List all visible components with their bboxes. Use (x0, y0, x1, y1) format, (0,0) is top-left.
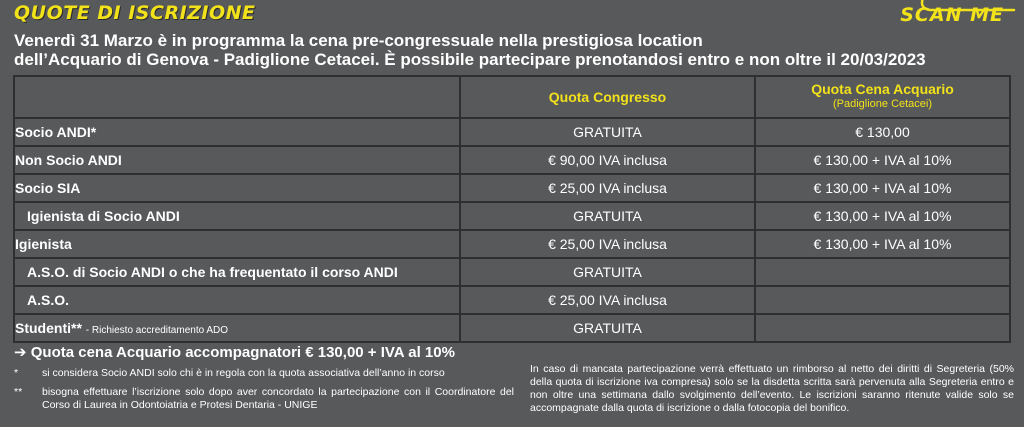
row-label: Studenti** (15, 320, 82, 336)
footnote-text: bisogna effettuare l’iscrizione solo dopo aver concordato la partecipazione con il Coordinatore del Corso di Laurea in Odontoiatria e Protesi Dentaria - UNIGE (42, 386, 514, 411)
column-header-label: Quota Congresso (548, 88, 667, 105)
accompagnatori-line: ➔ Quota cena Acquario accompagnatori € 130,00 + IVA al 10% (14, 344, 455, 361)
quota-cena-cell: € 130,00 + IVA al 10% (755, 202, 1010, 230)
table-row (14, 286, 1010, 314)
section-title: QUOTE DI ISCRIZIONE (14, 2, 256, 24)
column-header-category (14, 76, 460, 118)
scan-me-label: SCAN ME (900, 4, 1004, 26)
quota-congresso-cell: € 90,00 IVA inclusa (460, 146, 755, 174)
table-row (14, 118, 1010, 146)
fees-table (13, 75, 1011, 343)
table-header-row (14, 76, 1010, 118)
column-header-sublabel: (Padiglione Cetacei) (832, 98, 933, 110)
column-header-quota-cena (755, 76, 1010, 118)
quota-cena-cell: € 130,00 (755, 118, 1010, 146)
row-label: Igienista di Socio ANDI (14, 202, 460, 230)
scan-me-badge[interactable] (884, 0, 1024, 30)
quota-cena-cell (755, 314, 1010, 342)
table-row (14, 314, 1010, 342)
column-header-quota-congresso (460, 76, 755, 118)
table-row (14, 174, 1010, 202)
quota-congresso-cell: GRATUITA (460, 202, 755, 230)
quota-cena-cell: € 130,00 + IVA al 10% (755, 146, 1010, 174)
quota-cena-cell (755, 286, 1010, 314)
quota-congresso-cell: € 25,00 IVA inclusa (460, 286, 755, 314)
quota-congresso-cell: € 25,00 IVA inclusa (460, 230, 755, 258)
row-label: Igienista (14, 230, 460, 258)
row-label: A.S.O. (14, 286, 460, 314)
row-label-note: - Richiesto accreditamento ADO (85, 325, 229, 336)
row-label: Socio ANDI* (14, 118, 460, 146)
footnote-mark: ** (14, 386, 23, 398)
row-label-cell (14, 314, 460, 342)
quota-congresso-cell: GRATUITA (460, 314, 755, 342)
intro-line: dell’Acquario di Genova - Padiglione Cetacei. È possibile partecipare prenotandosi entro e non oltre il 20/03/2023 (14, 50, 926, 69)
row-label: Non Socio ANDI (14, 146, 460, 174)
footnote-mark: * (14, 367, 19, 379)
table-row (14, 230, 1010, 258)
quota-congresso-cell: € 25,00 IVA inclusa (460, 174, 755, 202)
table-row (14, 258, 1010, 286)
footnote (14, 367, 514, 380)
footer-notes (14, 343, 514, 412)
table-row (14, 146, 1010, 174)
intro-paragraph (14, 31, 1014, 69)
quota-cena-cell: € 130,00 + IVA al 10% (755, 174, 1010, 202)
row-label: Socio SIA (14, 174, 460, 202)
column-header-label: Quota Cena Acquario (811, 81, 954, 97)
quota-congresso-cell: GRATUITA (460, 118, 755, 146)
footnote-text: si considera Socio ANDI solo chi è in regola con la quota associativa dell’anno in corso (42, 367, 445, 379)
quota-cena-cell (755, 258, 1010, 286)
footnote (14, 386, 514, 412)
row-label: A.S.O. di Socio ANDI o che ha frequentato il corso ANDI (14, 258, 460, 286)
refund-policy: In caso di mancata partecipazione verrà effettuato un rimborso al netto dei diritti di Segreteria (50% della quota di iscrizione iva compresa) solo se la disdetta scritta sarà pervenuta alla Segreteria entro e non oltre una settimana dallo svolgimento dell’evento. Le iscrizioni saranno ritenute valide solo se accompagnate dalla quota di iscrizione o dalla fotocopia del bonifico. (530, 363, 1014, 414)
quota-cena-cell: € 130,00 + IVA al 10% (755, 230, 1010, 258)
table-row (14, 202, 1010, 230)
intro-line: Venerdì 31 Marzo è in programma la cena pre-congressuale nella prestigiosa location (14, 31, 703, 50)
quota-congresso-cell: GRATUITA (460, 258, 755, 286)
